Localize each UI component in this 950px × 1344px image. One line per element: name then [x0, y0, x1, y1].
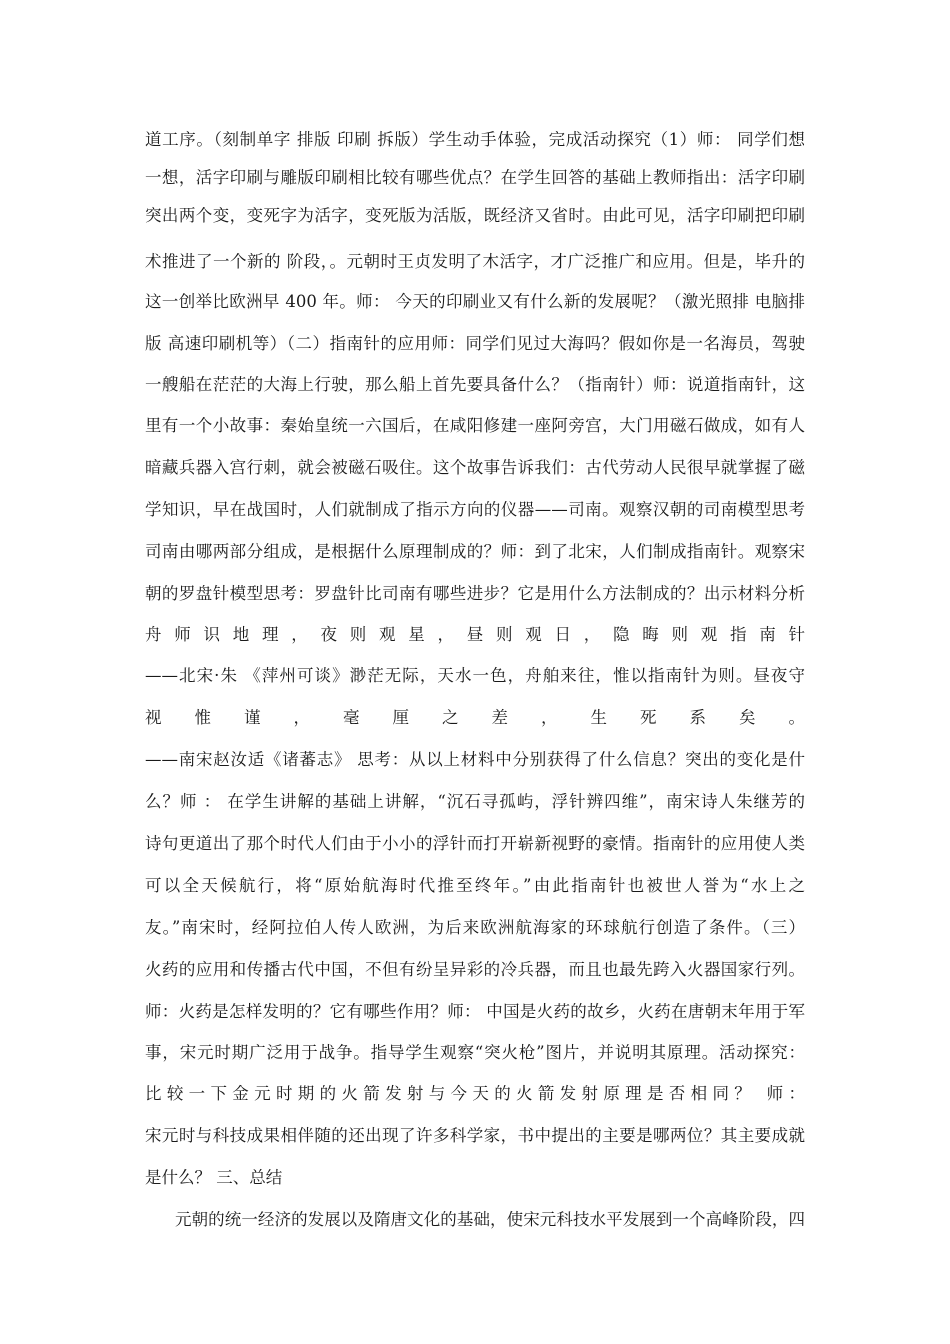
section-heading-line: 是什么？ 三、总结 — [145, 1168, 283, 1187]
body-text-line: 诗句更道出了那个时代人们由于小小的浮针而打开崭新视野的豪情。指南针的应用使人类 — [145, 834, 805, 853]
body-text-line: 司南由哪两部分组成，是根据什么原理制成的？师：到了北宋，人们制成指南针。观察宋 — [145, 542, 805, 561]
body-text-line: 师：火药是怎样发明的？它有哪些作用？师： 中国是火药的故乡，火药在唐朝末年用于军 — [145, 1002, 805, 1021]
body-text-line: 友。”南宋时，经阿拉伯人传人欧洲，为后来欧洲航海家的环球航行创造了条件。（三） — [145, 918, 805, 937]
body-text-line: 暗藏兵器入宫行刺，就会被磁石吸住。这个故事告诉我们：古代劳动人民很早就掌握了磁 — [145, 458, 805, 477]
body-text-line: 突出两个变，变死字为活字，变死版为活版，既经济又省时。由此可见，活字印刷把印刷 — [145, 206, 805, 225]
body-text-line: 一艘船在茫茫的大海上行驶，那么船上首先要具备什么？（指南针）师：说道指南针，这 — [145, 375, 805, 394]
body-text-line: 可以全天候航行，将“原始航海时代推至终年。”由此指南针也被世人誉为“水上之 — [145, 876, 805, 895]
body-text-line: 么？师 ： 在学生讲解的基础上讲解，“沉石寻孤屿，浮针辨四维”，南宋诗人朱继芳的 — [145, 792, 805, 811]
body-text-line: 里有一个小故事：秦始皇统一六国后，在咸阳修建一座阿旁宫，大门用磁石做成，如有人 — [145, 416, 805, 435]
body-text-line: 朝的罗盘针模型思考：罗盘针比司南有哪些进步？它是用什么方法制成的？出示材料分析 — [145, 584, 805, 603]
body-text-line: 学知识，早在战国时，人们就制成了指示方向的仪器——司南。观察汉朝的司南模型思考 — [145, 500, 805, 519]
body-text-line: 一想，活字印刷与雕版印刷相比较有哪些优点？在学生回答的基础上教师指出：活字印刷 — [145, 168, 805, 187]
quote-line: 视惟谨，毫厘之差，生死系矣。 — [145, 708, 805, 727]
quote-line: 舟师识地理，夜则观星，昼则观日，隐晦则观指南针 — [145, 625, 805, 644]
body-text-line: 宋元时与科技成果相伴随的还出现了许多科学家，书中提出的主要是哪两位？其主要成就 — [145, 1126, 805, 1145]
quote-source-line: ——南宋赵汝适《诸蕃志》 思考：从以上材料中分别获得了什么信息？突出的变化是什 — [145, 750, 805, 769]
body-text-line: 道工序。（刻制单字 排版 印刷 拆版）学生动手体验，完成活动探究（1）师： 同学们想 — [145, 130, 805, 149]
body-text-line: 比较一下金元时期的火箭发射与今天的火箭发射原理是否相同？ 师： — [145, 1084, 805, 1103]
body-text-line: 这一创举比欧洲早 400 年。师： 今天的印刷业又有什么新的发展呢？（激光照排 电脑排 — [145, 292, 805, 311]
quote-source-line: ——北宋·朱 《萍州可谈》渺茫无际，天水一色，舟舶来往，惟以指南针为则。昼夜守 — [145, 666, 805, 685]
body-text-line: 事，宋元时期广泛用于战争。指导学生观察“突火枪”图片，并说明其原理。活动探究： — [145, 1043, 805, 1062]
body-text-line: 火药的应用和传播古代中国，不但有纷呈异彩的冷兵器，而且也最先跨入火器国家行列。 — [145, 960, 805, 979]
body-text-line: 术推进了一个新的 阶段，。元朝时王贞发明了木活字，才广泛推广和应用。但是，毕升的 — [145, 252, 805, 271]
body-text-line: 版 高速印刷机等）（二）指南针的应用师：同学们见过大海吗？假如你是一名海员，驾驶 — [145, 334, 805, 353]
paragraph-first-line: 元朝的统一经济的发展以及隋唐文化的基础，使宋元科技水平发展到一个高峰阶段，四 — [175, 1210, 805, 1229]
